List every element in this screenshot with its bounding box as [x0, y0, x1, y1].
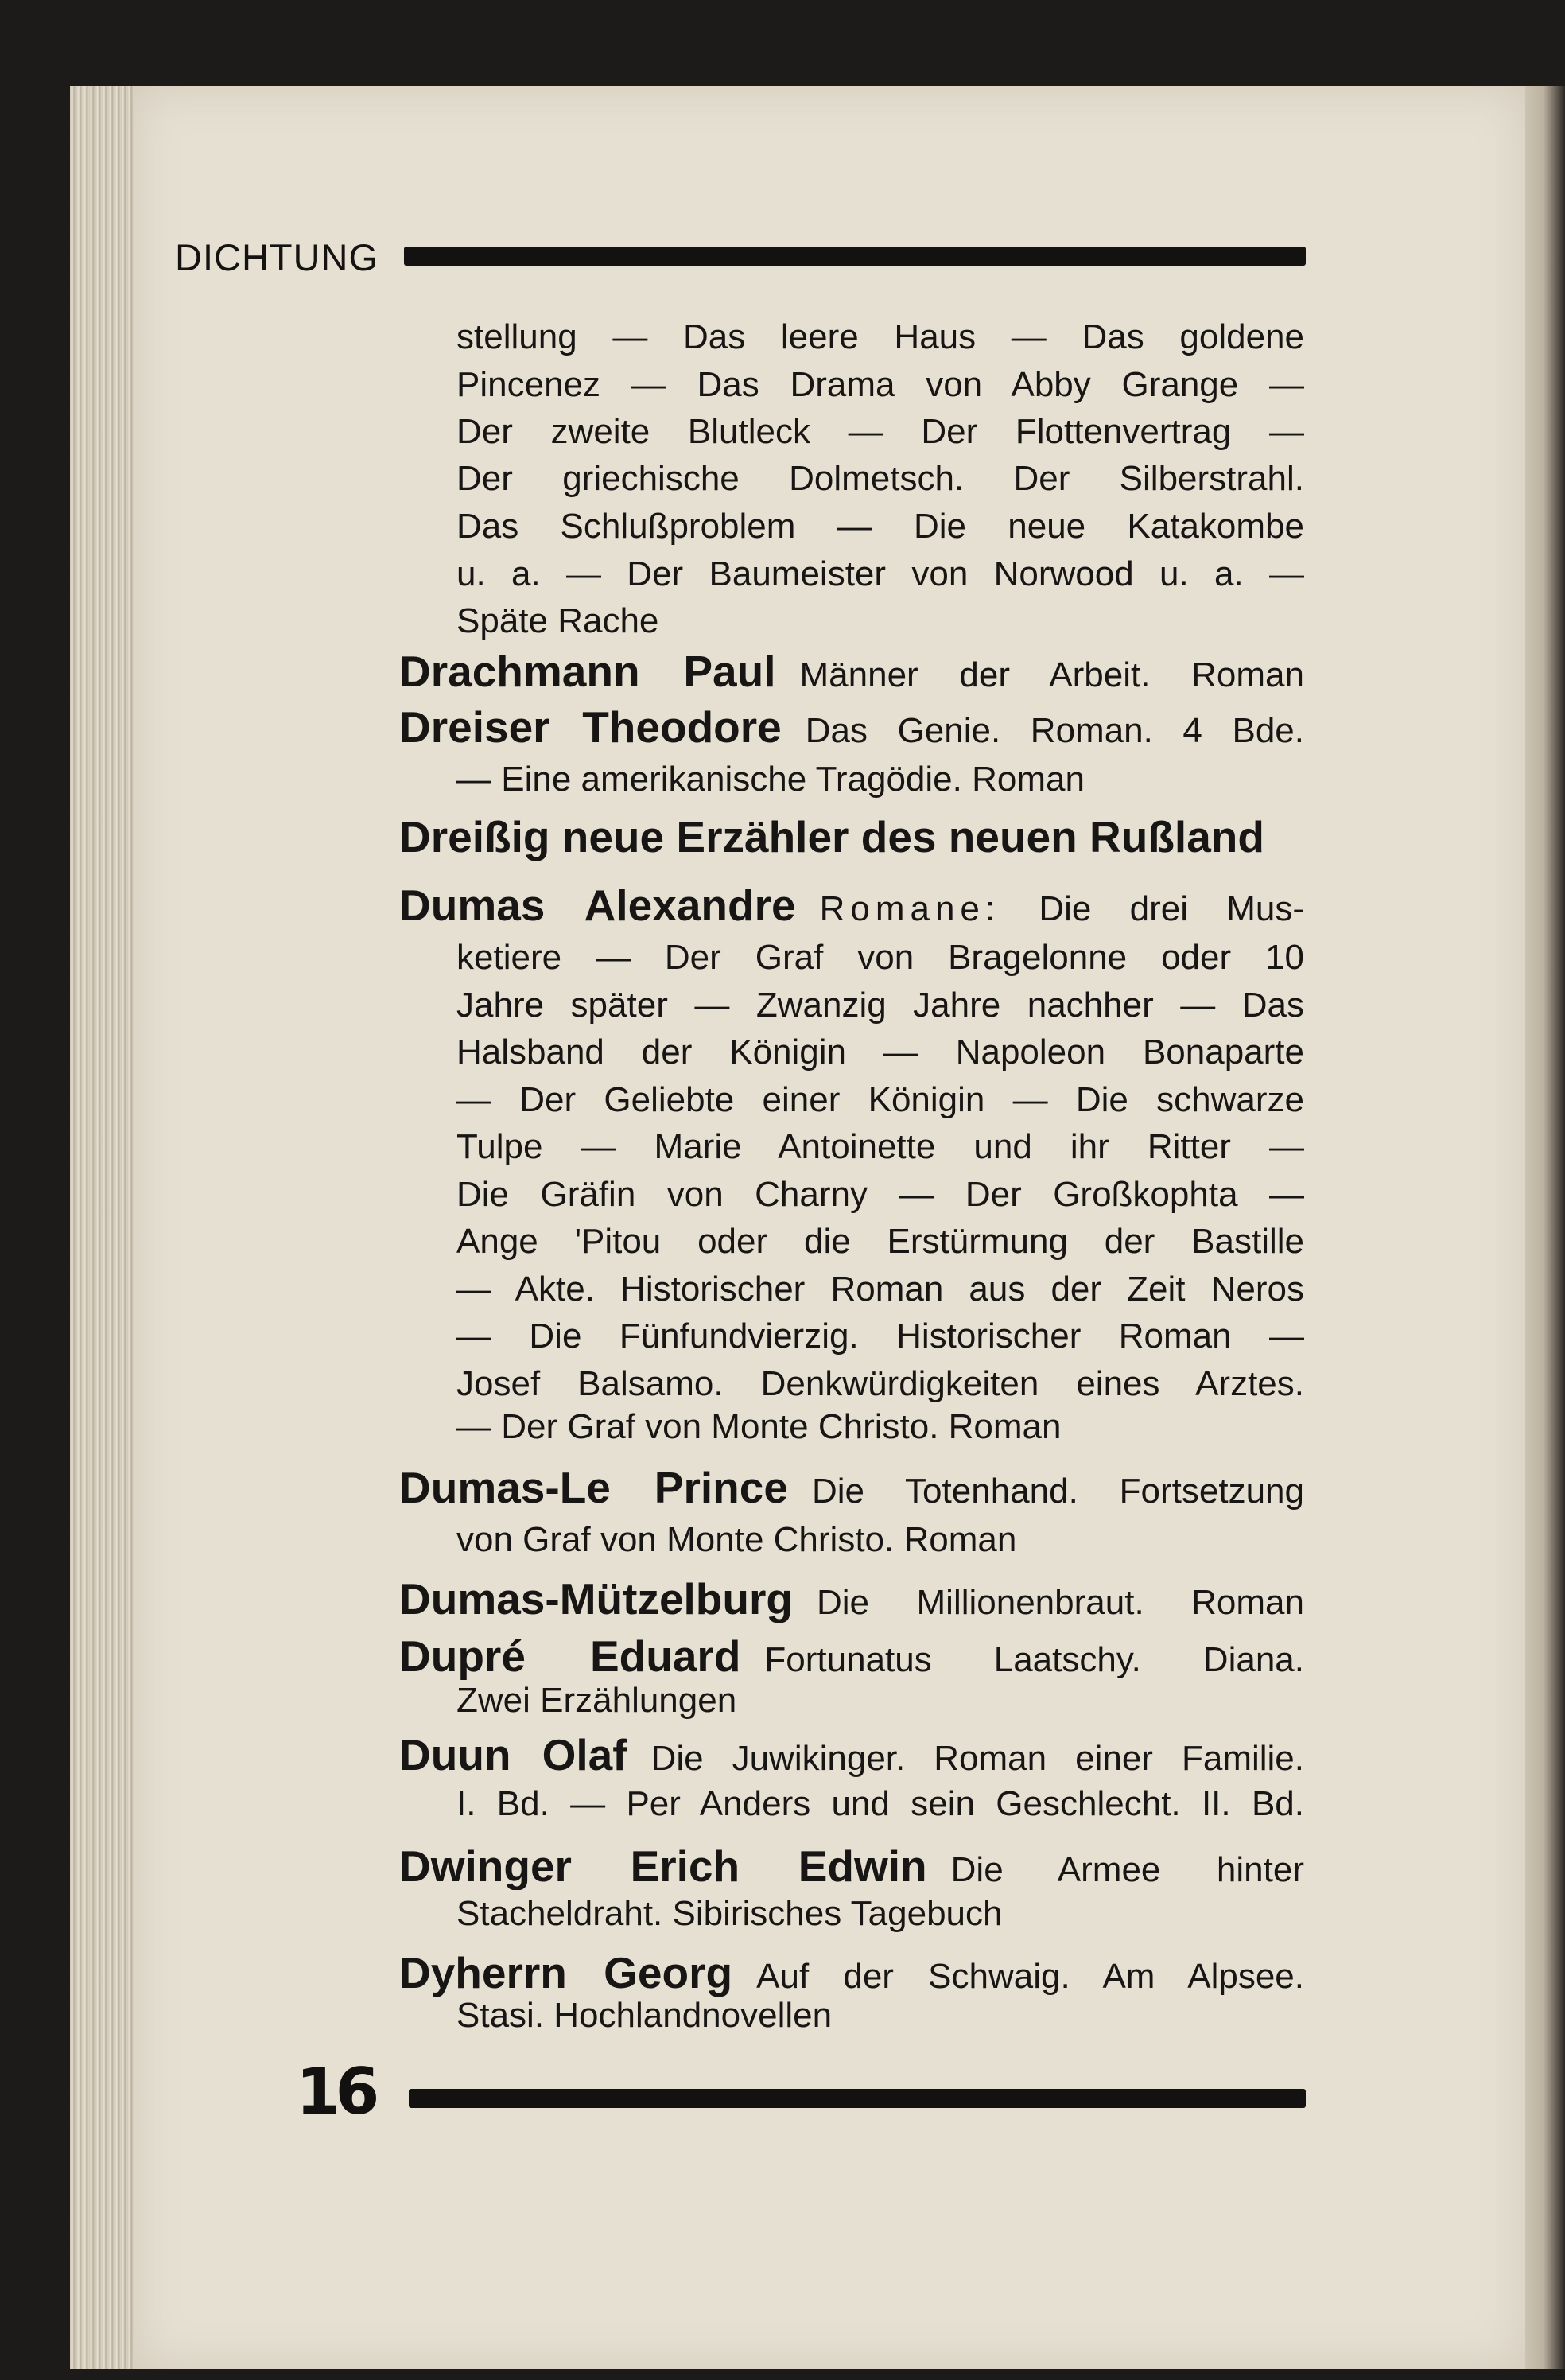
- entry-dumas-muetzelburg: [399, 1575, 1304, 1623]
- text-line: stellung — Das leere Haus — Das goldene: [456, 317, 1304, 356]
- entry-dumas: [399, 881, 1304, 929]
- entry-dyherrn: [399, 1949, 1304, 1997]
- author-name: Dyherrn Georg: [399, 1949, 733, 1997]
- author-name: Dwinger Erich Edwin: [399, 1842, 927, 1890]
- text-line: Jahre später — Zwanzig Jahre nachher — Das: [456, 986, 1304, 1025]
- text-line: von Graf von Monte Christo. Roman: [456, 1520, 1017, 1559]
- author-name: Dreißig neue Erzähler des neuen Rußland: [399, 813, 1264, 861]
- entry-title: Die Totenhand. Fortsetzung: [811, 1472, 1304, 1511]
- text-line: Josef Balsamo. Denkwürdigkeiten eines Arztes.: [456, 1364, 1304, 1403]
- entry-title: Die Armee hinter: [950, 1850, 1304, 1889]
- entry-dupre: [399, 1632, 1304, 1680]
- author-name: Drachmann Paul: [399, 648, 776, 695]
- text-line: Ange 'Pitou oder die Erstürmung der Bastille: [456, 1222, 1304, 1261]
- text-line: Stasi. Hochlandnovellen: [456, 1996, 833, 2035]
- entry-dwinger: [399, 1842, 1304, 1890]
- text-line: Pincenez — Das Drama von Abby Grange —: [456, 365, 1304, 404]
- page-number: 16: [296, 2055, 375, 2129]
- text-line: — Die Fünfundvierzig. Historischer Roman —: [456, 1316, 1304, 1355]
- author-name: Dumas-Le Prince: [399, 1464, 788, 1511]
- text-line: — Akte. Historischer Roman aus der Zeit Neros: [456, 1270, 1304, 1309]
- text-line: — Der Geliebte einer Königin — Die schwarze: [456, 1080, 1304, 1119]
- entry-title: Auf der Schwaig. Am Alpsee.: [756, 1957, 1304, 1996]
- text-line: u. a. — Der Baumeister von Norwood u. a. —: [456, 554, 1304, 593]
- page-edges: [70, 86, 143, 2369]
- entry-drachmann: [399, 648, 1304, 695]
- author-name: Dupré Eduard: [399, 1632, 741, 1680]
- entry-duun: [399, 1731, 1304, 1779]
- entry-title: Die Juwikinger. Roman einer Familie.: [650, 1739, 1304, 1778]
- text-line: Der griechische Dolmetsch. Der Silberstrahl.: [456, 459, 1304, 498]
- author-name: Dumas-Mützelburg: [399, 1575, 793, 1623]
- text-line: Zwei Erzählungen: [456, 1681, 737, 1720]
- entry-title: Die drei Mus-: [1039, 889, 1304, 928]
- author-name: Dreiser Theodore: [399, 703, 782, 751]
- entry-title: Das Genie. Roman. 4 Bde.: [805, 711, 1304, 750]
- header-rule: [404, 247, 1306, 266]
- author-name: Duun Olaf: [399, 1731, 627, 1779]
- text-line: Der zweite Blutleck — Der Flottenvertrag —: [456, 412, 1304, 451]
- text-line: Das Schlußproblem — Die neue Katakombe: [456, 507, 1304, 546]
- text-line: Halsband der Königin — Napoleon Bonaparte: [456, 1032, 1304, 1071]
- section-header: DICHTUNG: [175, 236, 379, 278]
- text-line: — Eine amerikanische Tragödie. Roman: [456, 760, 1085, 799]
- text-line: Stacheldraht. Sibirisches Tagebuch: [456, 1894, 1003, 1933]
- entry-title: Die Millionenbraut. Roman: [817, 1583, 1304, 1622]
- text-line: Späte Rache: [456, 601, 659, 640]
- text-line: Tulpe — Marie Antoinette und ihr Ritter —: [456, 1127, 1304, 1166]
- entry-dreissig: [399, 813, 1304, 861]
- text-line: ketiere — Der Graf von Bragelonne oder 10: [456, 938, 1304, 977]
- text-line: I. Bd. — Per Anders und sein Geschlecht. II. Bd.: [456, 1784, 1304, 1823]
- entry-title: Männer der Arbeit. Roman: [799, 655, 1304, 694]
- entry-title: Fortunatus Laatschy. Diana.: [764, 1640, 1304, 1679]
- entry-dreiser: [399, 703, 1304, 751]
- author-name: Dumas Alexandre: [399, 881, 796, 929]
- footer-rule: [409, 2089, 1306, 2108]
- entry-dumas-le-prince: [399, 1464, 1304, 1511]
- genre-label: Romane:: [819, 889, 1001, 928]
- text-line: Die Gräfin von Charny — Der Großkophta —: [456, 1175, 1304, 1214]
- text-line: — Der Graf von Monte Christo. Roman: [456, 1407, 1062, 1446]
